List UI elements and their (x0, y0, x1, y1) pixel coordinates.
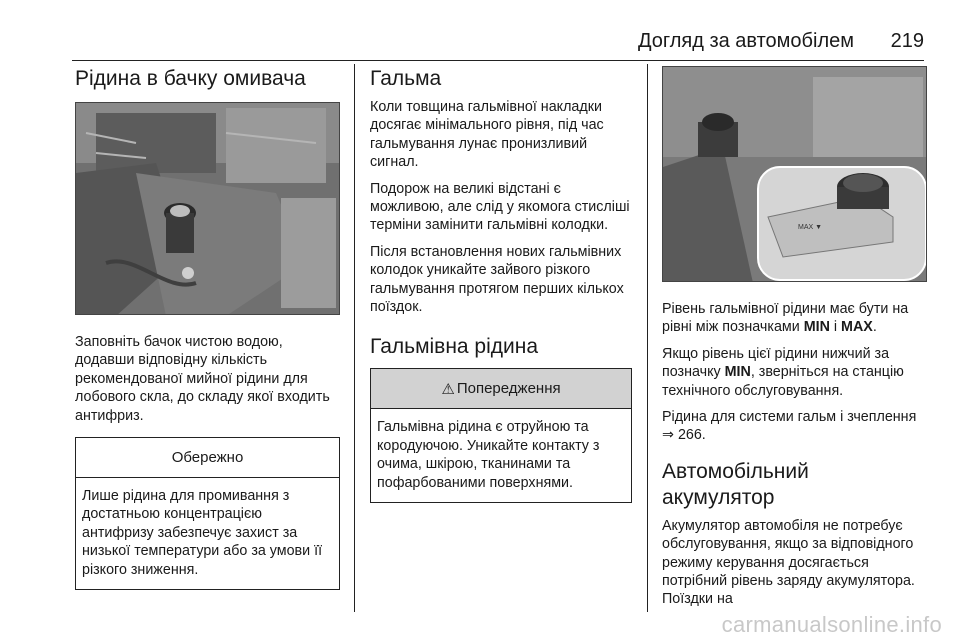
battery-para: Акумулятор автомобіля не потребує обслуговування, якщо за відповідного режиму керування досягається потрібний рівень заряду акумулятора. Поїздки на (662, 517, 915, 608)
min-mark: MIN (803, 319, 830, 336)
fluid-reference: Рідина для системи гальм і зчеплення ⇒ 266. (662, 409, 917, 444)
section-heading-battery: Автомобільний акумулятор (662, 459, 809, 509)
warning-title: Попередження (456, 380, 561, 398)
header-title: Догляд за автомобілем (637, 30, 854, 52)
warning-header (371, 369, 631, 409)
washer-instruction: Заповніть бачок чистою водою, додавши відповідну кількість рекомендованої мийної рідини для лобового скла, до складу якої входить антифриз. (75, 334, 330, 424)
brakes-para-1: Коли товщина гальмівної накладки досягає мінімального рівня, під час гальмування лунає пронизливий сигнал. (370, 99, 604, 171)
level-para: Рівень гальмівної рідини має бути на рівні між позначками MIN і MAX. (662, 301, 909, 336)
washer-reservoir-photo (75, 102, 340, 315)
warning-box (370, 368, 632, 503)
section-heading-brakes: Гальма (370, 67, 442, 90)
section-heading-brake-fluid: Гальмівна рідина (370, 335, 539, 359)
warning-text: Гальмівна рідина є отруйною та кородуючою. Уникайте контакту з очима, шкірою, тканинами та пофарбованими поверхнями. (377, 419, 600, 491)
section-heading-washer: Рідина в бачку омивача (75, 67, 306, 90)
column-brakes (370, 66, 632, 503)
column-brake-fluid-level (662, 66, 927, 609)
column-washer-fluid (75, 66, 340, 590)
caution-text: Лише рідина для промивання з достатньою концентрацією антифризу забезпечує захист за низької температури або за умови її різкого зниження. (82, 488, 323, 578)
warning-triangle-icon: ⚠ (441, 380, 455, 398)
page-number: 219 (890, 30, 924, 52)
page-header (0, 26, 960, 62)
brakes-para-3: Після встановлення нових гальмівних колодок уникайте зайвого різкого гальмування протягом перших кількох поїздок. (370, 243, 624, 316)
column-divider-2 (647, 64, 648, 612)
column-divider-1 (354, 64, 355, 612)
max-mark: MAX (841, 319, 873, 336)
brake-fluid-reservoir-photo (662, 66, 927, 282)
svg-text:MAX ▼: MAX ▼ (798, 224, 823, 231)
min-mark-2: MIN (724, 364, 751, 381)
low-level-para: Якщо рівень цієї рідини нижчий за позначку MIN, зверніться на станцію технічного обслуговування. (662, 345, 904, 399)
header-rule (72, 60, 924, 61)
brakes-para-2: Подорож на великі відстані є можливою, але слід у якомога стисліші терміни замінити гальмівні колодки. (370, 180, 630, 234)
watermark: carmanualsonline.info (721, 612, 942, 637)
caution-box (75, 437, 340, 590)
caution-title: Обережно (76, 438, 339, 478)
